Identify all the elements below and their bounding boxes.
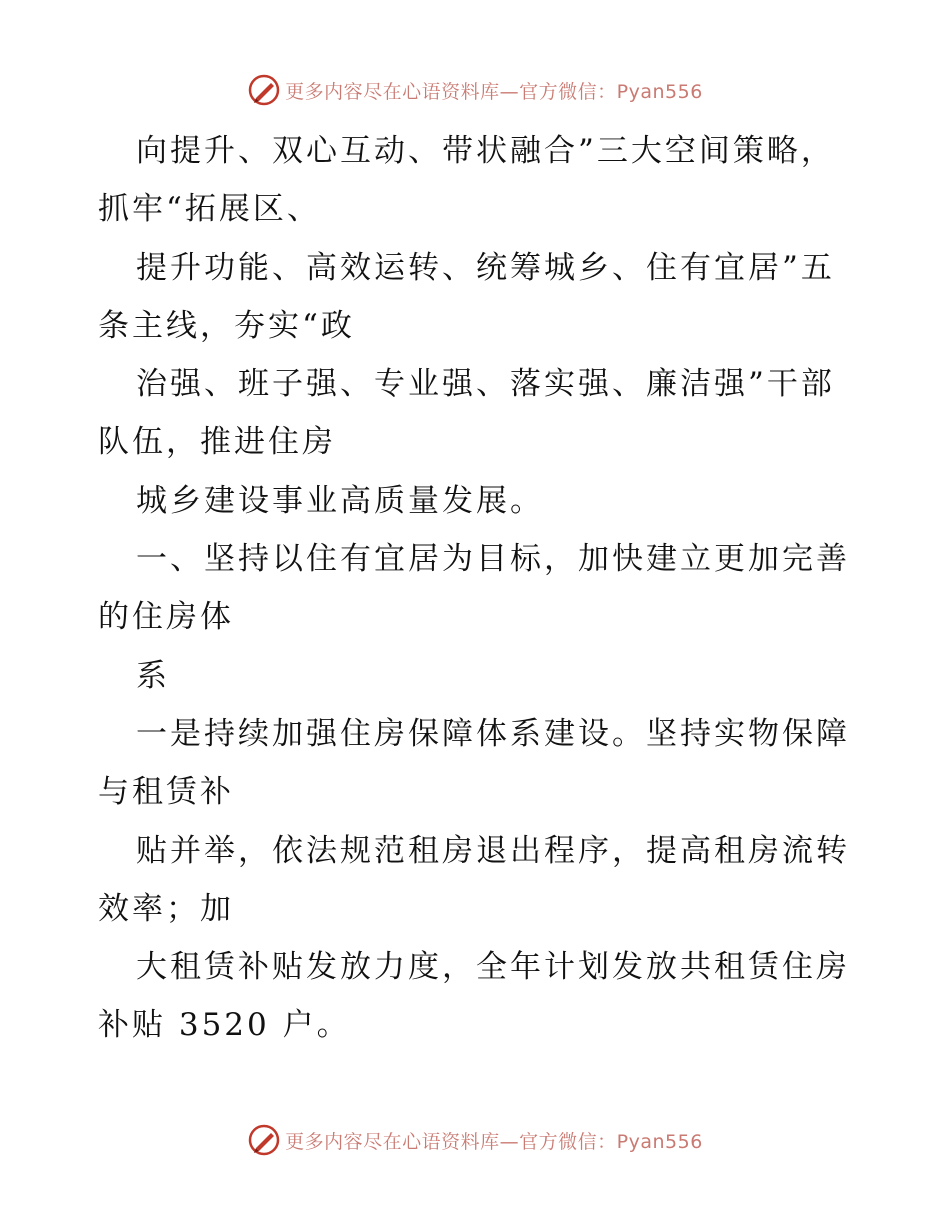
pen-logo-icon [247, 73, 281, 107]
document-body [98, 122, 858, 1055]
watermark-text: 更多内容尽在心语资料库—官方微信：Pyan556 [285, 1130, 703, 1153]
header-watermark-banner [0, 70, 950, 110]
text-line: 一是持续加强住房保障体系建设。坚持实物保障 [136, 715, 850, 752]
section-heading: 一、坚持以住有宜居为目标，加快建立更加完善 [136, 541, 850, 578]
text-line: 队伍，推进住房 [98, 424, 336, 461]
text-line: 补贴 3520 户。 [98, 1007, 351, 1044]
text-line: 治强、班子强、专业强、落实强、廉洁强”干部 [136, 366, 835, 403]
text-line: 抓牢“拓展区、 [98, 191, 321, 228]
text-line: 城乡建设事业高质量发展。 [136, 482, 544, 519]
text-line: 向提升、双心互动、带状融合”三大空间策略， [136, 133, 835, 169]
text-line: 条主线，夯实“政 [98, 307, 355, 344]
text-line: 大租赁补贴发放力度，全年计划发放共租赁住房 [136, 949, 850, 986]
footer-watermark-banner [0, 1120, 950, 1160]
section-heading-cont: 系 [136, 657, 170, 694]
pen-logo-icon [247, 1123, 281, 1157]
text-line: 与租赁补 [98, 774, 234, 811]
watermark-text: 更多内容尽在心语资料库—官方微信：Pyan556 [285, 80, 703, 103]
section-heading-cont: 的住房体 [98, 599, 234, 636]
text-line: 提升功能、高效运转、统筹城乡、住有宜居”五 [136, 249, 835, 286]
text-line: 效率；加 [98, 890, 234, 927]
text-line: 贴并举，依法规范租房退出程序，提高租房流转 [136, 832, 850, 869]
